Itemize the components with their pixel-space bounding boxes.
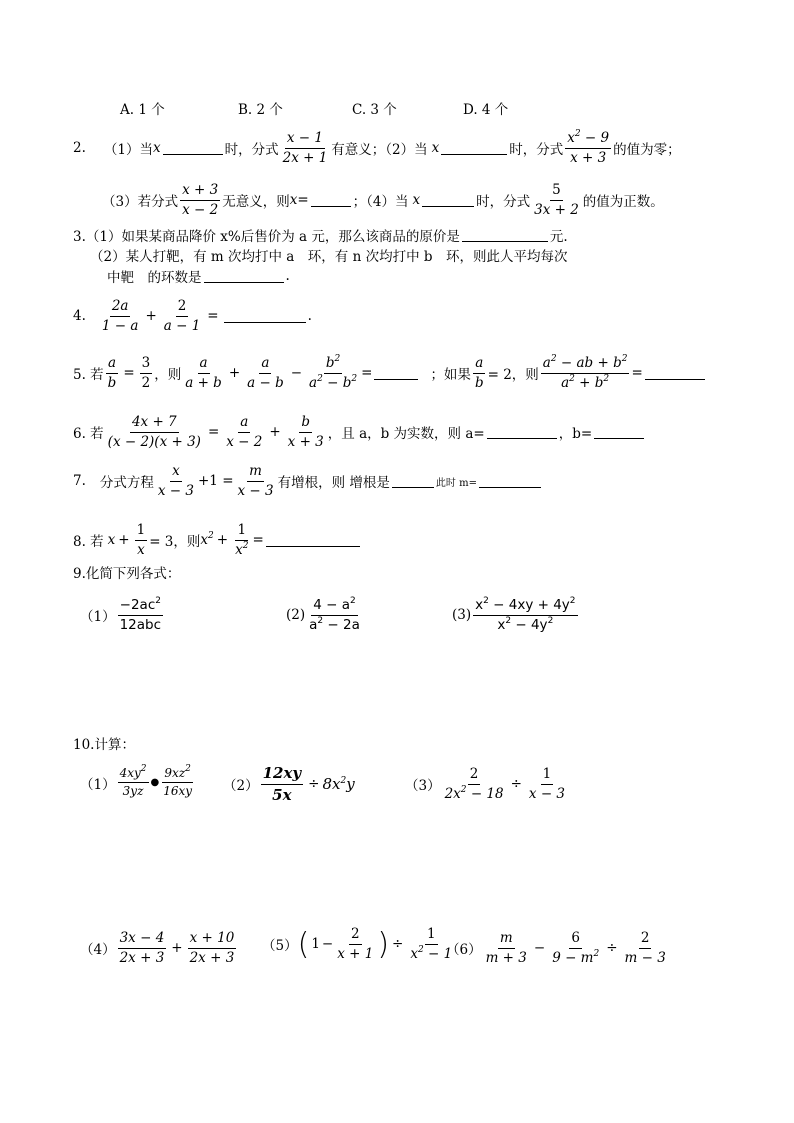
q1-option-a bbox=[120, 98, 165, 118]
answer-blank[interactable] bbox=[204, 270, 284, 283]
q2-text: 时，分式 bbox=[476, 194, 531, 211]
answer-blank[interactable] bbox=[462, 229, 548, 242]
section-title: 10.计算： bbox=[73, 737, 135, 753]
q2-line2: （3）若分式 $\frac{x + 3}{x - 2}$ 无意义，则 x = ；（4）当 x 时，分式 $\frac{5}{3x + 2}$ 的值为正数。 bbox=[102, 182, 664, 218]
q2-text: 时，分式 bbox=[509, 142, 564, 159]
q5-text: ，则 bbox=[154, 367, 182, 384]
q3-text: 元. bbox=[549, 229, 568, 245]
q5-text: ；如果 bbox=[430, 367, 471, 384]
q6-text: ，且 a，b 为实数，则 a= bbox=[327, 426, 485, 443]
question-number: 7. bbox=[73, 473, 86, 490]
question-number: 8. 若 bbox=[73, 534, 104, 551]
fraction: $\frac{1}{x^2 - 1}$ bbox=[410, 926, 453, 962]
option-text: D. 4 个 bbox=[463, 102, 509, 118]
eq-sign: = bbox=[252, 532, 264, 549]
var-x: x bbox=[152, 140, 161, 157]
eq-sign: = bbox=[631, 365, 643, 382]
fraction: $\frac{a}{b}$ bbox=[107, 355, 117, 391]
fraction: $\frac{x^2 - 4xy + 4y^2}{x^2 - 4y^2}$ bbox=[475, 596, 576, 633]
q7-text: 分式方程 bbox=[99, 475, 154, 492]
q6-line: 6. 若 $\frac{4x + 7}{(x - 2)(x + 3)}$ = $\frac{a}{x - 2}$ + $\frac{b}{x + 3}$ ，且 a，b 为实数，则 a= ，b= bbox=[73, 414, 646, 451]
item-label: （6） bbox=[446, 942, 482, 959]
fraction: $\frac{-2ac^2}{\text{12abc}}$ bbox=[119, 596, 162, 633]
fraction: $\frac{1}{x - 3}$ bbox=[528, 766, 566, 802]
fraction: $\frac{x - 1}{2x + 1}$ bbox=[282, 130, 328, 166]
item-label: （5） bbox=[262, 938, 298, 955]
answer-blank[interactable] bbox=[441, 142, 507, 155]
fraction: $\frac{1}{x^2}$ bbox=[235, 522, 249, 558]
q5-text: = 2，则 bbox=[487, 367, 539, 384]
q9-title bbox=[73, 562, 180, 582]
q6-text: ，b= bbox=[558, 426, 593, 443]
fraction: $\frac{a}{a - b}$ bbox=[247, 355, 284, 391]
fraction: $\frac{3x - 4}{2x + 3}$ bbox=[119, 930, 165, 966]
q9-item-3 bbox=[452, 597, 580, 634]
q2-text: （1）当 bbox=[103, 142, 153, 159]
item-label: （1） bbox=[80, 776, 116, 793]
q10-title bbox=[73, 733, 135, 753]
q3-text: （2）某人打靶，有 m 次均打中 a 环，有 n 次均打中 b 环，则此人平均每次 bbox=[90, 249, 568, 265]
q2-text: 的值为正数。 bbox=[582, 194, 664, 211]
fraction: $\frac{5}{3x + 2}$ bbox=[534, 182, 579, 218]
fraction: $\frac{1}{x}$ bbox=[136, 522, 146, 558]
fraction: $\frac{2}{a - 1}$ bbox=[163, 298, 201, 334]
q3-line1 bbox=[73, 225, 568, 245]
q3-line2 bbox=[90, 245, 568, 265]
q10-item-6: （6） $\frac{m}{m + 3}$ − $\frac{6}{9 - m^2}$ ÷ $\frac{2}{m - 3}$ bbox=[446, 930, 666, 966]
answer-blank[interactable] bbox=[487, 426, 557, 439]
answer-blank[interactable] bbox=[374, 367, 418, 380]
fraction: $\frac{a}{a + b}$ bbox=[185, 355, 222, 391]
fraction: $\frac{a}{x - 2}$ bbox=[226, 414, 263, 450]
q10-item-1: （1） $\frac{4xy^2}{3yz}$ ● $\frac{9xz^2}{16xy}$ bbox=[80, 764, 193, 799]
item-label: （1） bbox=[80, 609, 116, 626]
q2-text: 时，分式 bbox=[224, 142, 279, 159]
q4-line: 4. $\frac{2a}{1 - a}$ + $\frac{2}{a - 1}$ = . bbox=[73, 298, 312, 334]
fraction: $\frac{a}{b}$ bbox=[474, 355, 484, 391]
q3-text: 3.（1）如果某商品降价 x%后售价为 a 元，那么该商品的原价是 bbox=[73, 229, 460, 245]
answer-blank[interactable] bbox=[392, 475, 434, 488]
q8-text: = 3，则 bbox=[149, 534, 201, 551]
option-text: C. 3 个 bbox=[352, 102, 397, 118]
q3-line3 bbox=[107, 266, 290, 286]
q7-text: 此时 m= bbox=[435, 477, 477, 489]
q3-text: 中靶 的环数是 bbox=[107, 270, 202, 286]
fraction: $\frac{2}{m - 3}$ bbox=[624, 930, 666, 966]
item-label: （2） bbox=[223, 778, 259, 795]
section-title: 9.化简下列各式： bbox=[73, 566, 181, 582]
answer-blank[interactable] bbox=[645, 367, 705, 380]
q2-text: 的值为零； bbox=[613, 142, 681, 159]
fraction: $\frac{4x + 7}{(x - 2)(x + 3)}$ bbox=[107, 414, 201, 450]
fraction: $\frac{a^2 - ab + b^2}{a^2 + b^2}$ bbox=[542, 354, 628, 391]
fraction: $\frac{4 - a^2}{a^2 - 2a}$ bbox=[309, 596, 360, 633]
fraction: $\frac{m}{x - 3}$ bbox=[237, 463, 274, 499]
fraction: $\frac{2}{2x^2 - 18}$ bbox=[444, 766, 504, 802]
item-label: (3) bbox=[452, 607, 472, 624]
question-number: 4. bbox=[73, 308, 86, 325]
fraction: $\frac{4xy^2}{3yz}$ bbox=[119, 764, 147, 799]
q10-item-3: （3） $\frac{2}{2x^2 - 18}$ ÷ $\frac{1}{x - 3}$ bbox=[405, 766, 566, 802]
q9-item-1 bbox=[80, 597, 165, 634]
question-number: 5. 若 bbox=[73, 367, 104, 384]
q2-text: （3）若分式 bbox=[102, 194, 179, 211]
q2-text: 有意义；（2）当 bbox=[331, 142, 428, 159]
fraction: $\frac{x + 10}{2x + 3}$ bbox=[189, 930, 235, 966]
q4-text: . bbox=[307, 308, 312, 325]
item-label: （4） bbox=[80, 942, 116, 959]
fraction: $\frac{9xz^2}{16xy}$ bbox=[163, 764, 193, 799]
question-number: 2. bbox=[73, 140, 86, 157]
q7-text: +1 = bbox=[198, 473, 234, 490]
eq-sign: = bbox=[361, 365, 373, 382]
fraction: $\frac{2a}{1 - a}$ bbox=[101, 298, 139, 334]
q1-option-d bbox=[463, 98, 508, 118]
fraction: $\frac{b}{x + 3}$ bbox=[287, 414, 324, 450]
q1-option-b bbox=[238, 98, 283, 118]
q10-item-5: （5） ( 1 − $\frac{2}{x + 1}$ ) ÷ $\frac{1}{x^2 - 1}$ bbox=[262, 926, 453, 962]
answer-blank[interactable] bbox=[266, 534, 360, 547]
fraction: $\frac{3}{2}$ bbox=[141, 355, 151, 391]
q10-item-4: （4） $\frac{3x - 4}{2x + 3}$ + $\frac{x + 10}{2x + 3}$ bbox=[80, 930, 235, 966]
q7-text: 有增根，则 增根是 bbox=[277, 475, 390, 492]
option-text: B. 2 个 bbox=[238, 102, 283, 118]
fraction: $\frac{x}{x - 3}$ bbox=[157, 463, 194, 499]
fraction: $\frac{2}{x + 1}$ bbox=[337, 926, 374, 962]
answer-blank[interactable] bbox=[311, 194, 351, 207]
q5-line: 5. 若 $\frac{a}{b}$ = $\frac{3}{2}$ ，则 $\frac{a}{a + b}$ + $\frac{a}{a - b}$ − $\frac{b^2}{a^2 - b^2}$ = ；如果 $\frac{a}{b}$ = 2，则 $\frac{a^2 - ab + b^2}{a^2 + b^2}$ = bbox=[73, 355, 707, 392]
fraction: $\frac{12xy}{5x}$ bbox=[262, 764, 302, 804]
fraction: $\frac{x^2 - 9}{x + 3}$ bbox=[567, 129, 610, 166]
item-label: (2) bbox=[286, 607, 306, 624]
var-x: x bbox=[289, 192, 298, 209]
answer-blank[interactable] bbox=[479, 475, 541, 488]
option-text: A. 1 个 bbox=[120, 102, 165, 118]
q8-line: 8. 若 x + $\frac{1}{x}$ = 3，则 $x^2$ + $\frac{1}{x^2}$ = bbox=[73, 522, 362, 559]
q9-item-2 bbox=[286, 597, 364, 634]
answer-blank[interactable] bbox=[422, 194, 474, 207]
q7-line bbox=[73, 463, 543, 500]
q3-text: . bbox=[285, 268, 290, 284]
fraction: $\frac{6}{9 - m^2}$ bbox=[552, 930, 600, 966]
answer-blank[interactable] bbox=[594, 426, 644, 439]
answer-blank[interactable] bbox=[163, 142, 223, 155]
fraction: $\frac{x + 3}{x - 2}$ bbox=[182, 182, 219, 218]
question-number: 6. 若 bbox=[73, 426, 104, 443]
fraction: $\frac{m}{m + 3}$ bbox=[485, 930, 527, 966]
q1-option-c bbox=[352, 98, 397, 118]
q2-text: ；（4）当 bbox=[352, 194, 409, 211]
q2-text: 无意义，则 bbox=[222, 194, 290, 211]
item-label: （3） bbox=[405, 778, 441, 795]
q10-item-2: （2） $\frac{12xy}{5x}$ ÷ $8x^2y$ bbox=[223, 764, 355, 804]
eq-sign: = bbox=[297, 192, 309, 209]
fraction: $\frac{b^2}{a^2 - b^2}$ bbox=[309, 354, 358, 391]
q2-line1: 2. （1）当 x 时，分式 $\frac{x - 1}{2x + 1}$ 有意义；（2）当 x 时，分式 $\frac{x^2 - 9}{x + 3}$ 的值为零； bbox=[73, 129, 681, 166]
answer-blank[interactable] bbox=[224, 310, 306, 323]
